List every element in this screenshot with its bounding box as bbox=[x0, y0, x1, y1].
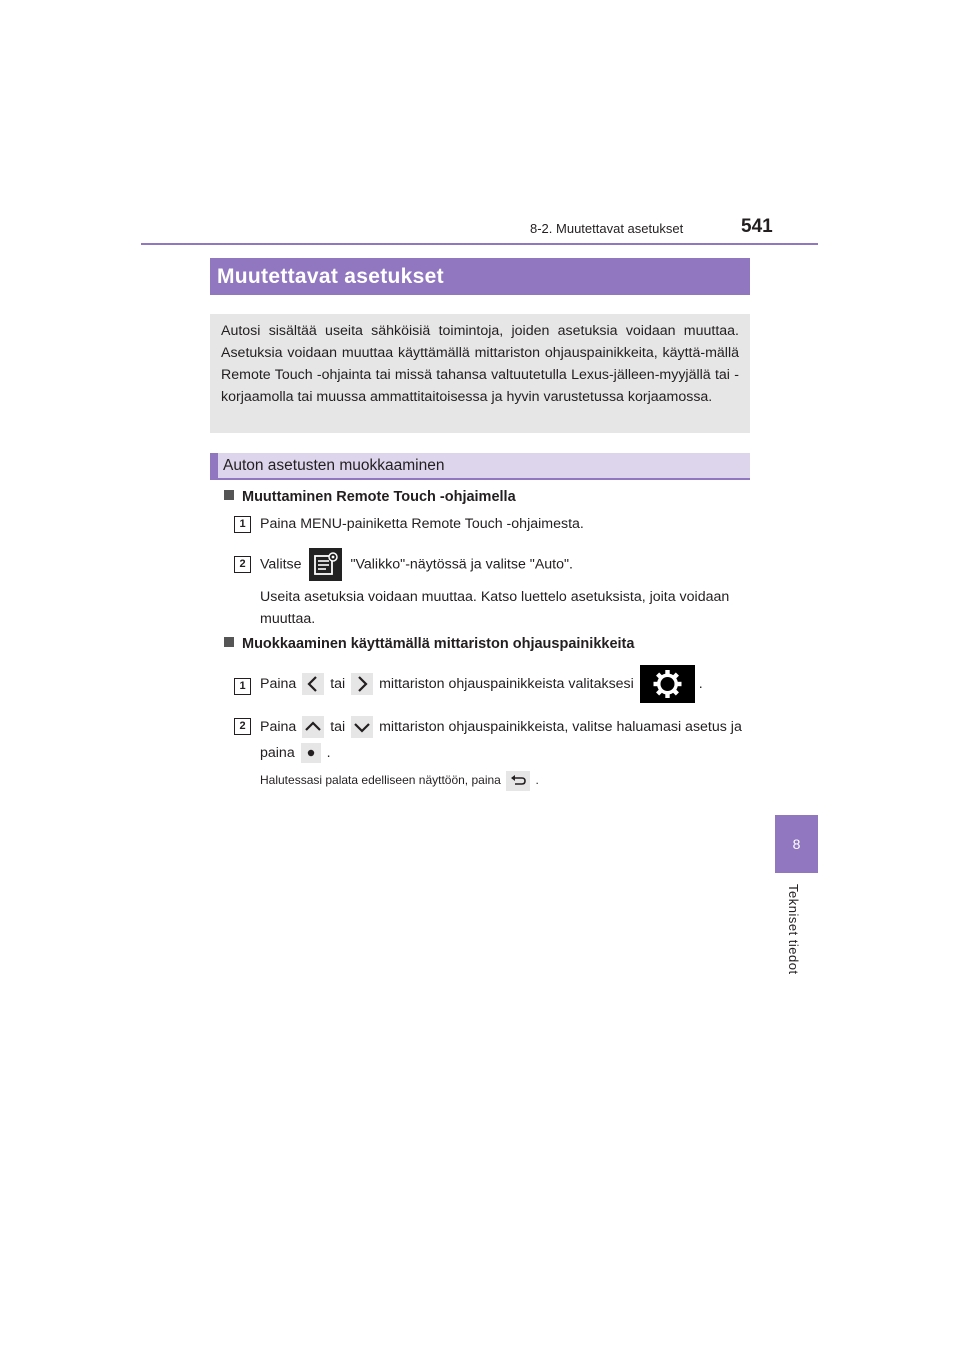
word-tai: tai bbox=[330, 676, 346, 692]
step-text bbox=[260, 548, 573, 581]
step-number: 2 bbox=[234, 718, 251, 735]
word-paina: Paina bbox=[260, 676, 297, 692]
word-valitse: Valitse bbox=[260, 556, 302, 573]
chapter-label: Tekniset tiedot bbox=[786, 884, 801, 975]
word-paina: Paina bbox=[260, 719, 297, 735]
punctuation: . bbox=[698, 676, 703, 692]
subheading: Auton asetusten muokkaaminen bbox=[210, 453, 750, 480]
step-text bbox=[260, 665, 703, 703]
section-heading-text: Muokkaaminen käyttämällä mittariston ohjauspainikkeita bbox=[242, 636, 635, 652]
settings-menu-icon bbox=[309, 548, 342, 581]
chevron-down-icon bbox=[351, 716, 373, 738]
chevron-left-icon bbox=[302, 673, 324, 695]
section-heading-text: Muuttaminen Remote Touch -ohjaimella bbox=[242, 489, 516, 505]
chevron-up-icon bbox=[302, 716, 324, 738]
step-instruction: mittariston ohjauspainikkeista, valitse haluamasi asetus ja bbox=[379, 719, 742, 735]
step-number: 1 bbox=[234, 678, 251, 695]
back-arrow-icon bbox=[506, 771, 530, 791]
intro-box: Autosi sisältää useita sähköisiä toimintoja, joiden asetuksia voidaan muuttaa. Asetuksia voidaan muuttaa käyttämällä mittariston ohjauspainikkeita, käyttä-mällä Remote Touch -ohjainta tai missä tahansa valtuutetulla Lexus-jälleen-myyjällä tai -korjaamolla tai muussa ammattitaitoisessa ja hyvin varustetussa korjaamossa. bbox=[210, 314, 750, 433]
dot-icon bbox=[301, 743, 321, 763]
page-title: Muutettavat asetukset bbox=[210, 258, 750, 295]
square-bullet-icon bbox=[224, 637, 234, 647]
word-paina: paina bbox=[260, 745, 295, 761]
step-instruction: mittariston ohjauspainikkeista valitaksesi bbox=[379, 676, 634, 692]
step-text bbox=[260, 716, 742, 738]
chevron-right-icon bbox=[351, 673, 373, 695]
step-number: 1 bbox=[234, 516, 251, 533]
step-note: Useita asetuksia voidaan muuttaa. Katso luettelo asetuksista, joita voidaan muuttaa. bbox=[260, 589, 730, 627]
step-text: Paina MENU-painiketta Remote Touch -ohjaimesta. bbox=[260, 516, 584, 532]
chapter-tab: 8 bbox=[775, 815, 818, 873]
square-bullet-icon bbox=[224, 490, 234, 500]
back-note bbox=[260, 771, 539, 791]
header-section-title: 8-2. Muutettavat asetukset bbox=[530, 221, 684, 236]
section-meter-buttons-heading bbox=[224, 636, 634, 652]
step-number: 2 bbox=[234, 556, 251, 573]
punctuation: . bbox=[326, 745, 331, 761]
header-divider bbox=[141, 243, 818, 245]
section-remote-touch-heading bbox=[224, 489, 516, 505]
word-tai: tai bbox=[330, 719, 346, 735]
gear-icon bbox=[640, 665, 695, 703]
step2-suffix: "Valikko"-näytössä ja valitse "Auto". bbox=[350, 556, 573, 573]
page-number: 541 bbox=[741, 216, 773, 237]
punctuation: . bbox=[535, 773, 539, 788]
note-text: Halutessasi palata edelliseen näyttöön, paina bbox=[260, 773, 501, 788]
step-text-continued bbox=[260, 743, 331, 763]
